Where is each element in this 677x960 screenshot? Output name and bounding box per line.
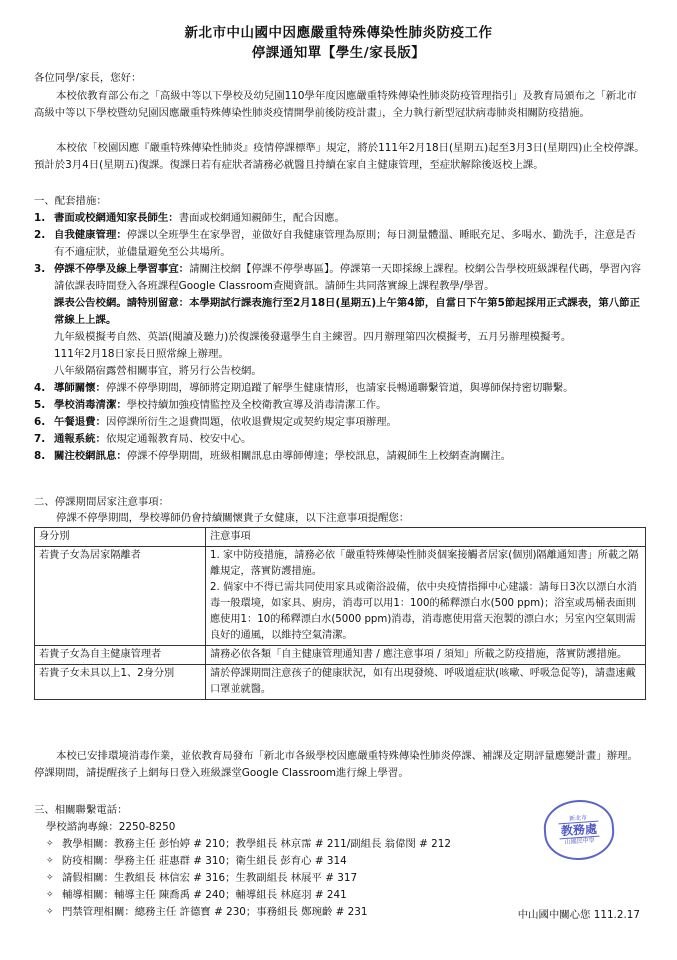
notes-cell (206, 665, 646, 700)
diamond-bullet-icon: ✧ (46, 839, 54, 849)
item-number: 3. (34, 263, 46, 275)
precautions-table (34, 527, 646, 700)
note-line: 2. 倘家中不得已需共同使用家具或衛浴設備，依中央疫情指揮中心建議：請每日3次以漂白水消毒一般環境，如家具、廚房，消毒可以用1：100的稀釋漂白水(500 ppm)；浴室或馬桶表面則應使用1：10的稀釋漂白水(5000 ppm)消毒，消毒應使用當天泡製的漂白水；另室內空氣則需良好的通風，以維持空氣清潔。 (210, 582, 637, 641)
list-item: ✧ 請假相關：生教組長 林信宏 # 316；生教副組長 林展平 # 317 (46, 870, 546, 887)
item-text: 請關注校網【停課不停學專區】。停課第一天即採線上課程。校網公告學校班級課程代碼，學習內容請依課表時間登入各班課程Google Classroom查閱資訊。請師生共同落實線上課程教學/學習。 (54, 263, 642, 292)
list-item (34, 448, 646, 465)
item-label: 學校消毒清潔： (54, 399, 127, 411)
section2-heading: 二、停課期間居家注意事項： (34, 496, 170, 508)
list-item: ✧ 門禁管理相關：總務主任 許德寳 # 230；事務組長 鄭琬齡 # 231 (46, 904, 546, 921)
intro-paragraph-2: 本校依「校園因應『嚴重特殊傳染性肺炎』疫情停課標準」規定，將於111年2月18日(星期五)起至3月3日(星期四)止全校停課。預計於3月4日(星期五)復課。復課日若有症狀者請務必就醫且持續在家自主健康管理，至症狀解除後返校上課。 (34, 142, 645, 171)
item-text: 依規定通報教育局、校安中心。 (105, 433, 252, 445)
note-line: 1. 家中防疫措施，請務必依「嚴重特殊傳染性肺炎個案接觸者居家(個別)隔離通知書」所載之隔離規定，落實防護措施。 (210, 550, 639, 577)
list-item (34, 414, 646, 431)
table-row (35, 665, 646, 700)
signature: 中山國中關心您 111.2.17 (517, 909, 640, 921)
list-item (34, 397, 646, 414)
list-item (34, 210, 646, 227)
section1-list (34, 210, 646, 465)
item-label: 午餐退費： (54, 416, 106, 428)
diamond-bullet-icon: ✧ (46, 873, 54, 883)
column-header-identity: 身分別 (35, 528, 206, 547)
list-item: ✧ 教學相關：教務主任 彭怡婷 # 210；教學組長 林京霈 # 211/副組長 翁偉閔 # 212 (46, 836, 546, 853)
section3-heading: 三、相關聯繫電話： (34, 804, 128, 816)
item-text: 因停課所衍生之退費問題，依收退費規定或契約規定事項辦理。 (105, 416, 397, 428)
item-number: 2. (34, 229, 46, 241)
table-row (35, 646, 646, 665)
note-line: 請務必依各類「自主健康管理通知書 / 應注意事項 / 須知」所載之防疫措施，落實防護措施。 (210, 649, 628, 660)
item-text: 書面或校網通知親師生，配合因應。 (178, 212, 345, 224)
item-text: 停課不停學期間，班級相關訊息由導師傳達；學校訊息，請親師生上校網查詢關注。 (126, 450, 512, 462)
document-subtitle: 停課通知單【學生/家長版】 (251, 45, 426, 61)
list-item (34, 227, 646, 261)
after-table-paragraph: 本校已安排環境消毒作業，並依教育局發布「新北市各級學校因應嚴重特殊傳染性肺炎停課、補課及定期評量應變計畫」辦理。停課期間，請提醒孩子上網每日登入班級課堂Google Classroom進行線上學習。 (34, 750, 638, 779)
section1-heading: 一、配套措施： (34, 195, 107, 207)
notes-cell (206, 547, 646, 646)
exam-note: 九年級模擬考自然、英語(閱讀及聽力)於復課後發還學生自主練習。四月辦理第四次模擬考，五月另辦理模擬考。 (54, 331, 572, 343)
item-text: 停課以全班學生在家學習，並做好自我健康管理為原則；每日測量體溫、睡眠充足、多喝水、勤洗手，注意是否有不適症狀，並儘量避免至公共場所。 (54, 229, 636, 258)
list-item (34, 431, 646, 448)
section2-lead: 停課不停學期間，學校導師仍會持續關懷貴子女健康，以下注意事項提醒您： (56, 512, 410, 524)
diamond-bullet-icon: ✧ (46, 856, 54, 866)
item-label: 停課不停學及線上學習事宜： (54, 263, 190, 275)
list-item: ✧ 防疫相關：學務主任 莊惠群 # 310；衛生組長 彭育心 # 314 (46, 853, 546, 870)
item-number: 5. (34, 399, 46, 411)
item-number: 4. (34, 382, 46, 394)
parent-day-note: 111年2月18日家長日照常線上辦理。 (54, 348, 229, 360)
item-number: 1. (34, 212, 46, 224)
item-number: 7. (34, 433, 46, 445)
item-label: 書面或校網通知家長師生： (54, 212, 179, 224)
greeting: 各位同學/家長，您好： (34, 72, 142, 84)
notes-cell (206, 646, 646, 665)
identity-cell: 若貴子女未具以上1、2身分別 (35, 665, 206, 700)
identity-cell: 若貴子女為居家隔離者 (35, 547, 206, 646)
identity-cell: 若貴子女為自主健康管理者 (35, 646, 206, 665)
schedule-notice: 課表公告校網。請特別留意：本學期試行課表施行至2月18日(星期五)上午第4節，自當日下午第5節起採用正式課表，第八節正常線上上課。 (54, 297, 640, 326)
hotline: 學校諮詢專線：2250-8250 (46, 821, 176, 833)
list-item (34, 261, 646, 295)
academic-affairs-seal: 新北市 教務處 山國民中學 (542, 798, 616, 863)
item-number: 8. (34, 450, 46, 462)
item-label: 自我健康管理： (54, 229, 127, 241)
camp-note: 八年級隔宿露營相關事宜，將另行公告校網。 (54, 365, 262, 377)
table-header-row (35, 528, 646, 547)
diamond-bullet-icon: ✧ (46, 907, 54, 917)
note-line: 請於停課期間注意孩子的健康狀況，如有出現發燒、呼吸道症狀(咳嗽、呼吸急促等)，請盡速戴口罩並就醫。 (210, 668, 636, 695)
list-item (34, 380, 646, 397)
list-item: ✧ 輔導相關：輔導主任 陳喬禹 # 240；輔導組長 林庭羽 # 241 (46, 887, 546, 904)
item-text: 學校持續加強疫情監控及全校衛教宣導及消毒清潔工作。 (126, 399, 387, 411)
table-row (35, 547, 646, 646)
diamond-bullet-icon: ✧ (46, 890, 54, 900)
intro-paragraph-1: 本校依教育部公布之「高級中等以下學校及幼兒園110學年度因應嚴重特殊傳染性肺炎防疫管理指引」及教育局頒布之「新北市高級中等以下學校暨幼兒園因應嚴重特殊傳染性肺炎疫情開學前後防疫計畫」，全力執行新型冠狀病毒肺炎相關防疫措施。 (34, 90, 637, 119)
item-text: 停課不停學期間，導師將定期追蹤了解學生健康情形，也請家長暢通聯繫管道，與導師保持密切聯繫。 (105, 382, 574, 394)
document-title: 新北市中山國中因應嚴重特殊傳染性肺炎防疫工作 (184, 25, 493, 41)
item-label: 通報系統： (54, 433, 106, 445)
item-label: 關注校網訊息： (54, 450, 127, 462)
item-label: 導師關懷： (54, 382, 106, 394)
column-header-notes: 注意事項 (206, 528, 646, 547)
item-number: 6. (34, 416, 46, 428)
